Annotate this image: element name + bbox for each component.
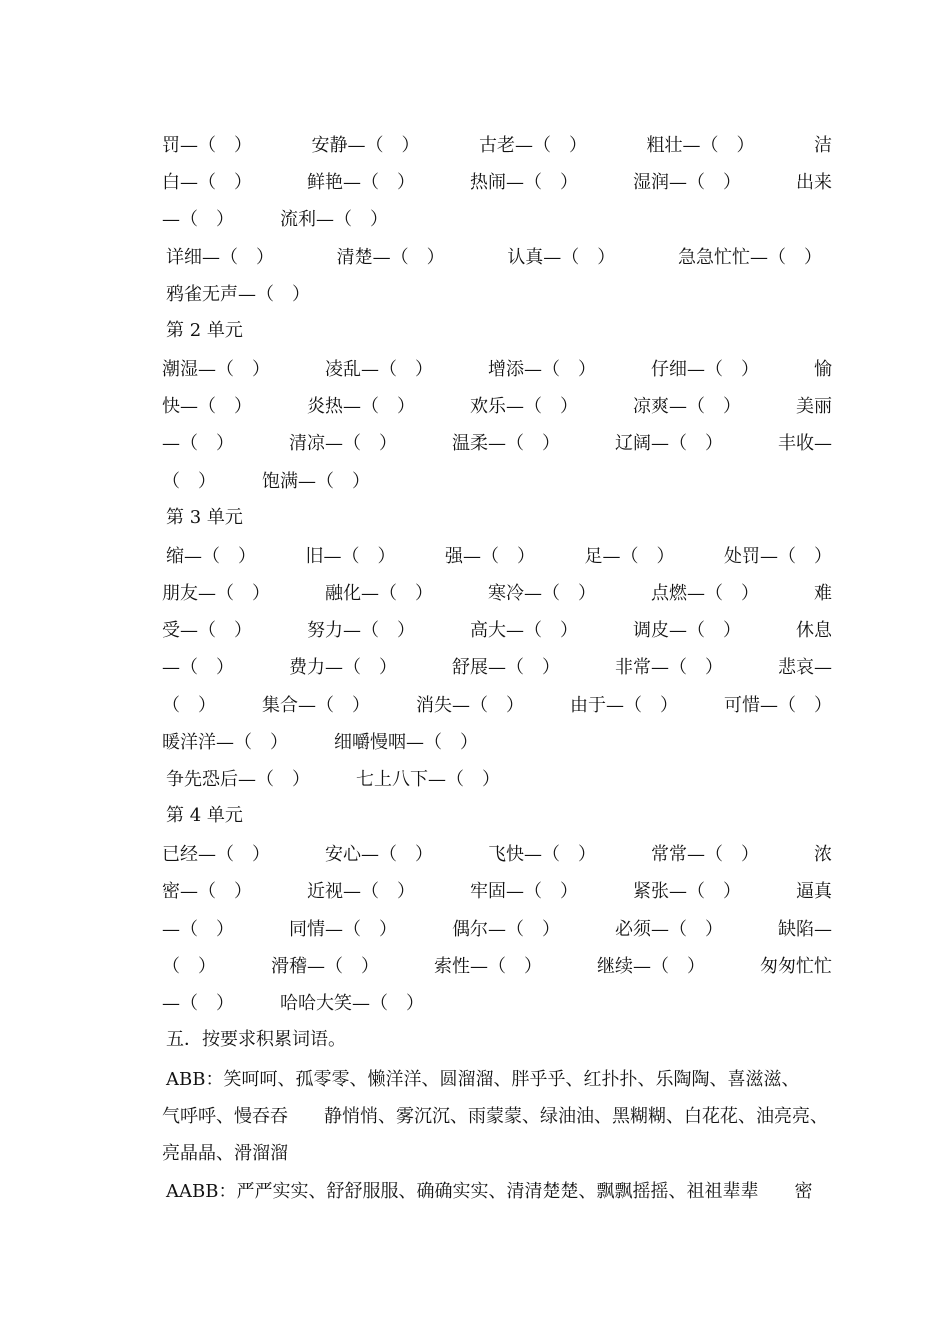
unit4-heading: 第 4 单元 [166, 805, 243, 826]
word-item: —（ ） [162, 919, 234, 940]
word-item: 辽阔—（ ） [615, 433, 723, 454]
unit1-line-3 [162, 204, 832, 232]
unit1-line-2 [162, 167, 832, 195]
word-item: 浓 [814, 844, 832, 865]
word-item: 安静—（ ） [311, 135, 420, 156]
word-item: 出来 [796, 172, 832, 193]
word-item: 湿润—（ ） [633, 172, 741, 193]
word-item: 难 [814, 583, 832, 604]
word-item: 粗壮—（ ） [646, 135, 755, 156]
unit2-heading: 第 2 单元 [166, 320, 243, 341]
word-item: 非常—（ ） [615, 657, 723, 678]
word-item: —（ ） [162, 993, 234, 1014]
unit2-line-1 [162, 354, 832, 382]
unit1-line-5 [166, 279, 836, 307]
word-item: 融化—（ ） [325, 583, 433, 604]
unit3-line-2 [162, 578, 832, 606]
word-item: 争先恐后—（ ） [166, 769, 310, 790]
word-item: 凉爽—（ ） [633, 396, 741, 417]
word-item: 罚—（ ） [162, 135, 252, 156]
unit1-line-4 [166, 242, 822, 270]
abb-line-2: 气呼呼、慢吞吞 静悄悄、雾沉沉、雨蒙蒙、绿油油、黑糊糊、白花花、油亮亮、 [162, 1106, 828, 1127]
word-item: 鲜艳—（ ） [307, 172, 415, 193]
word-item: 同情—（ ） [289, 919, 397, 940]
unit3-heading: 第 3 单元 [166, 507, 243, 528]
word-item: —（ ） [162, 433, 234, 454]
word-item: 流利—（ ） [280, 209, 388, 230]
unit3-line-4 [162, 652, 832, 680]
word-item: 逼真 [796, 881, 832, 902]
word-item: 匆匆忙忙 [760, 956, 832, 977]
unit3-line-6 [162, 727, 832, 755]
word-item: 由于—（ ） [570, 695, 678, 716]
word-item: 美丽 [796, 396, 832, 417]
unit2-line-3 [162, 428, 832, 456]
word-item: 热闹—（ ） [470, 172, 578, 193]
word-item: 偶尔—（ ） [452, 919, 560, 940]
word-item: （ ） [162, 471, 216, 492]
abb-line-3: 亮晶晶、滑溜溜 [162, 1143, 288, 1164]
word-item: 常常—（ ） [651, 844, 759, 865]
word-item: 古老—（ ） [479, 135, 587, 156]
word-item: 可惜—（ ） [724, 695, 832, 716]
word-item: 旧—（ ） [305, 546, 396, 567]
word-item: 白—（ ） [162, 172, 252, 193]
unit4-line-4 [162, 951, 832, 979]
word-item: 滑稽—（ ） [271, 956, 379, 977]
unit4-line-1 [162, 839, 832, 867]
word-item: 强—（ ） [445, 546, 535, 567]
word-item: 处罚—（ ） [724, 546, 832, 567]
word-item: 安心—（ ） [325, 844, 433, 865]
word-item: 紧张—（ ） [633, 881, 741, 902]
word-item: 费力—（ ） [289, 657, 397, 678]
unit4-line-2 [162, 876, 832, 904]
word-item: 点燃—（ ） [651, 583, 759, 604]
word-item: 已经—（ ） [162, 844, 270, 865]
word-item: 增添—（ ） [488, 359, 596, 380]
word-item: 温柔—（ ） [452, 433, 560, 454]
word-item: 近视—（ ） [307, 881, 415, 902]
word-item: 飞快—（ ） [488, 844, 596, 865]
section5-heading: 五．按要求积累词语。 [166, 1029, 346, 1050]
unit3-line-7 [166, 764, 836, 792]
unit4-line-5 [162, 988, 832, 1016]
word-item: 鸦雀无声—（ ） [166, 284, 310, 305]
word-item: 受—（ ） [162, 620, 252, 641]
word-item: 认真—（ ） [507, 247, 616, 268]
word-item: 丰收— [778, 433, 832, 454]
aabb-line-1: AABB：严严实实、舒舒服服、确确实实、清清楚楚、飘飘摇摇、祖祖辈辈 密 [166, 1181, 813, 1202]
abb-line-1: ABB：笑呵呵、孤零零、懒洋洋、圆溜溜、胖乎乎、红扑扑、乐陶陶、喜滋滋、 [166, 1069, 800, 1090]
word-item: 快—（ ） [162, 396, 252, 417]
word-item: 七上八下—（ ） [356, 769, 500, 790]
word-item: —（ ） [162, 209, 234, 230]
word-item: 牢固—（ ） [470, 881, 578, 902]
word-item: 细嚼慢咽—（ ） [334, 732, 478, 753]
word-item: 索性—（ ） [434, 956, 542, 977]
word-item: 集合—（ ） [262, 695, 370, 716]
word-item: 密—（ ） [162, 881, 252, 902]
word-item: 努力—（ ） [307, 620, 415, 641]
word-item: 哈哈大笑—（ ） [280, 993, 424, 1014]
word-item: 洁 [814, 135, 832, 156]
word-item: 必须—（ ） [615, 919, 723, 940]
word-item: 愉 [814, 359, 832, 380]
word-item: 舒展—（ ） [452, 657, 560, 678]
word-item: 足—（ ） [584, 546, 675, 567]
word-item: 潮湿—（ ） [162, 359, 270, 380]
unit2-line-4 [162, 466, 832, 494]
unit2-line-2 [162, 391, 832, 419]
word-item: 清楚—（ ） [336, 247, 445, 268]
word-item: 凌乱—（ ） [325, 359, 433, 380]
word-item: 详细—（ ） [166, 247, 274, 268]
word-item: 炎热—（ ） [307, 396, 415, 417]
word-item: 休息 [796, 620, 832, 641]
word-item: （ ） [162, 695, 216, 716]
word-item: 消失—（ ） [416, 695, 524, 716]
unit1-line-1 [162, 130, 832, 158]
word-item: 继续—（ ） [597, 956, 705, 977]
word-item: 悲哀— [778, 657, 832, 678]
word-item: 调皮—（ ） [633, 620, 741, 641]
unit3-line-5 [162, 690, 832, 718]
word-item: —（ ） [162, 657, 234, 678]
word-item: 急急忙忙—（ ） [677, 247, 822, 268]
word-item: 欢乐—（ ） [470, 396, 578, 417]
word-item: 仔细—（ ） [651, 359, 759, 380]
word-item: 缩—（ ） [166, 546, 256, 567]
word-item: 饱满—（ ） [262, 471, 370, 492]
unit4-line-3 [162, 914, 832, 942]
word-item: 清凉—（ ） [289, 433, 397, 454]
word-item: 高大—（ ） [470, 620, 578, 641]
word-item: 寒冷—（ ） [488, 583, 596, 604]
word-item: 朋友—（ ） [162, 583, 270, 604]
word-item: （ ） [162, 956, 216, 977]
word-item: 暖洋洋—（ ） [162, 732, 288, 753]
unit3-line-3 [162, 615, 832, 643]
unit3-line-1 [166, 541, 832, 569]
word-item: 缺陷— [778, 919, 832, 940]
